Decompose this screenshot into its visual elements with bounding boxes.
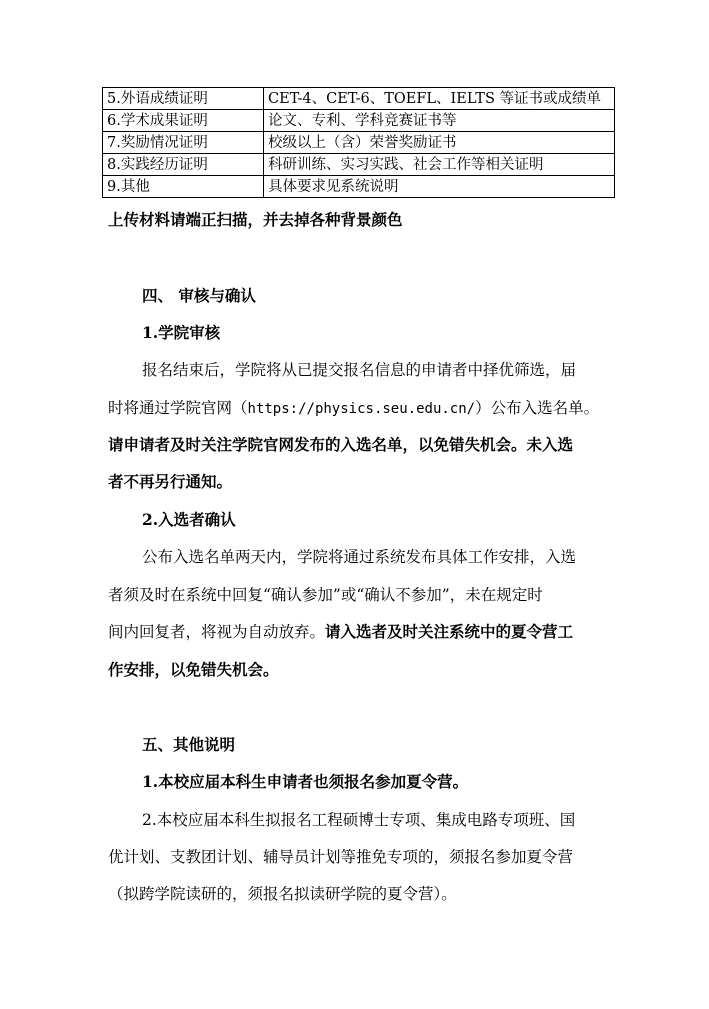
table-row [103, 132, 615, 154]
paragraph-line: （拟跨学院读研的，须报名拟读研学院的夏令营）。 [108, 885, 457, 903]
table-cell-material: 5.外语成绩证明 [103, 88, 264, 110]
paragraph-line: 作安排，以免错失机会。 [108, 660, 279, 679]
paragraph-line [108, 620, 608, 642]
college-website-link[interactable]: https://physics.seu.edu.cn/ [247, 401, 476, 417]
table-cell-description: 校级以上（含）荣誉奖励证书 [264, 132, 615, 154]
paragraph-text-bold: 请入选者及时关注系统中的夏令营工 [325, 622, 574, 641]
table-cell-description: 科研训练、实习实践、社会工作等相关证明 [264, 154, 615, 176]
table-cell-description: CET-4、CET-6、TOEFL、IELTS 等证书或成绩单 [264, 88, 615, 110]
table-cell-material: 9.其他 [103, 176, 264, 198]
table-row [103, 110, 615, 132]
table-cell-material: 7.奖励情况证明 [103, 132, 264, 154]
paragraph-text: 时将通过学院官网（ [108, 399, 248, 417]
paragraph-line: 者不再另行通知。 [108, 472, 233, 491]
section-4-heading: 四、 审核与确认 [142, 286, 256, 305]
table-row [103, 88, 615, 110]
upload-note: 上传材料请端正扫描，并去掉各种背景颜色 [108, 210, 403, 229]
table-row [103, 176, 615, 198]
paragraph-text: ）公布入选名单。 [475, 399, 600, 417]
paragraph-text: 间内回复者，将视为自动放弃。 [108, 623, 326, 641]
table-cell-description: 具体要求见系统说明 [264, 176, 615, 198]
paragraph-line: 公布入选名单两天内，学院将通过系统发布具体工作安排，入选 [142, 548, 577, 566]
list-item: 1.本校应届本科生申请者也须报名参加夏令营。 [142, 772, 469, 791]
paragraph-line: 优计划、支教团计划、辅导员计划等推免专项的，须报名参加夏令营 [108, 848, 574, 866]
paragraph-line [108, 396, 608, 418]
list-item: 2.本校应届本科生拟报名工程硕博士专项、集成电路专项班、国 [142, 811, 576, 829]
materials-table [102, 87, 615, 198]
paragraph-line: 请申请者及时关注学院官网发布的入选名单，以免错失机会。未入选 [108, 435, 574, 454]
table-cell-description: 论文、专利、学科竞赛证书等 [264, 110, 615, 132]
subsection-confirmation-title: 2.入选者确认 [142, 510, 236, 529]
paragraph-line: 者须及时在系统中回复“确认参加”或“确认不参加”，未在规定时 [108, 586, 543, 604]
table-row [103, 154, 615, 176]
section-5-heading: 五、其他说明 [142, 735, 236, 754]
table-cell-material: 8.实践经历证明 [103, 154, 264, 176]
subsection-college-review-title: 1.学院审核 [142, 323, 221, 342]
paragraph-line: 报名结束后，学院将从已提交报名信息的申请者中择优筛选，届 [142, 361, 577, 379]
table-cell-material: 6.学术成果证明 [103, 110, 264, 132]
